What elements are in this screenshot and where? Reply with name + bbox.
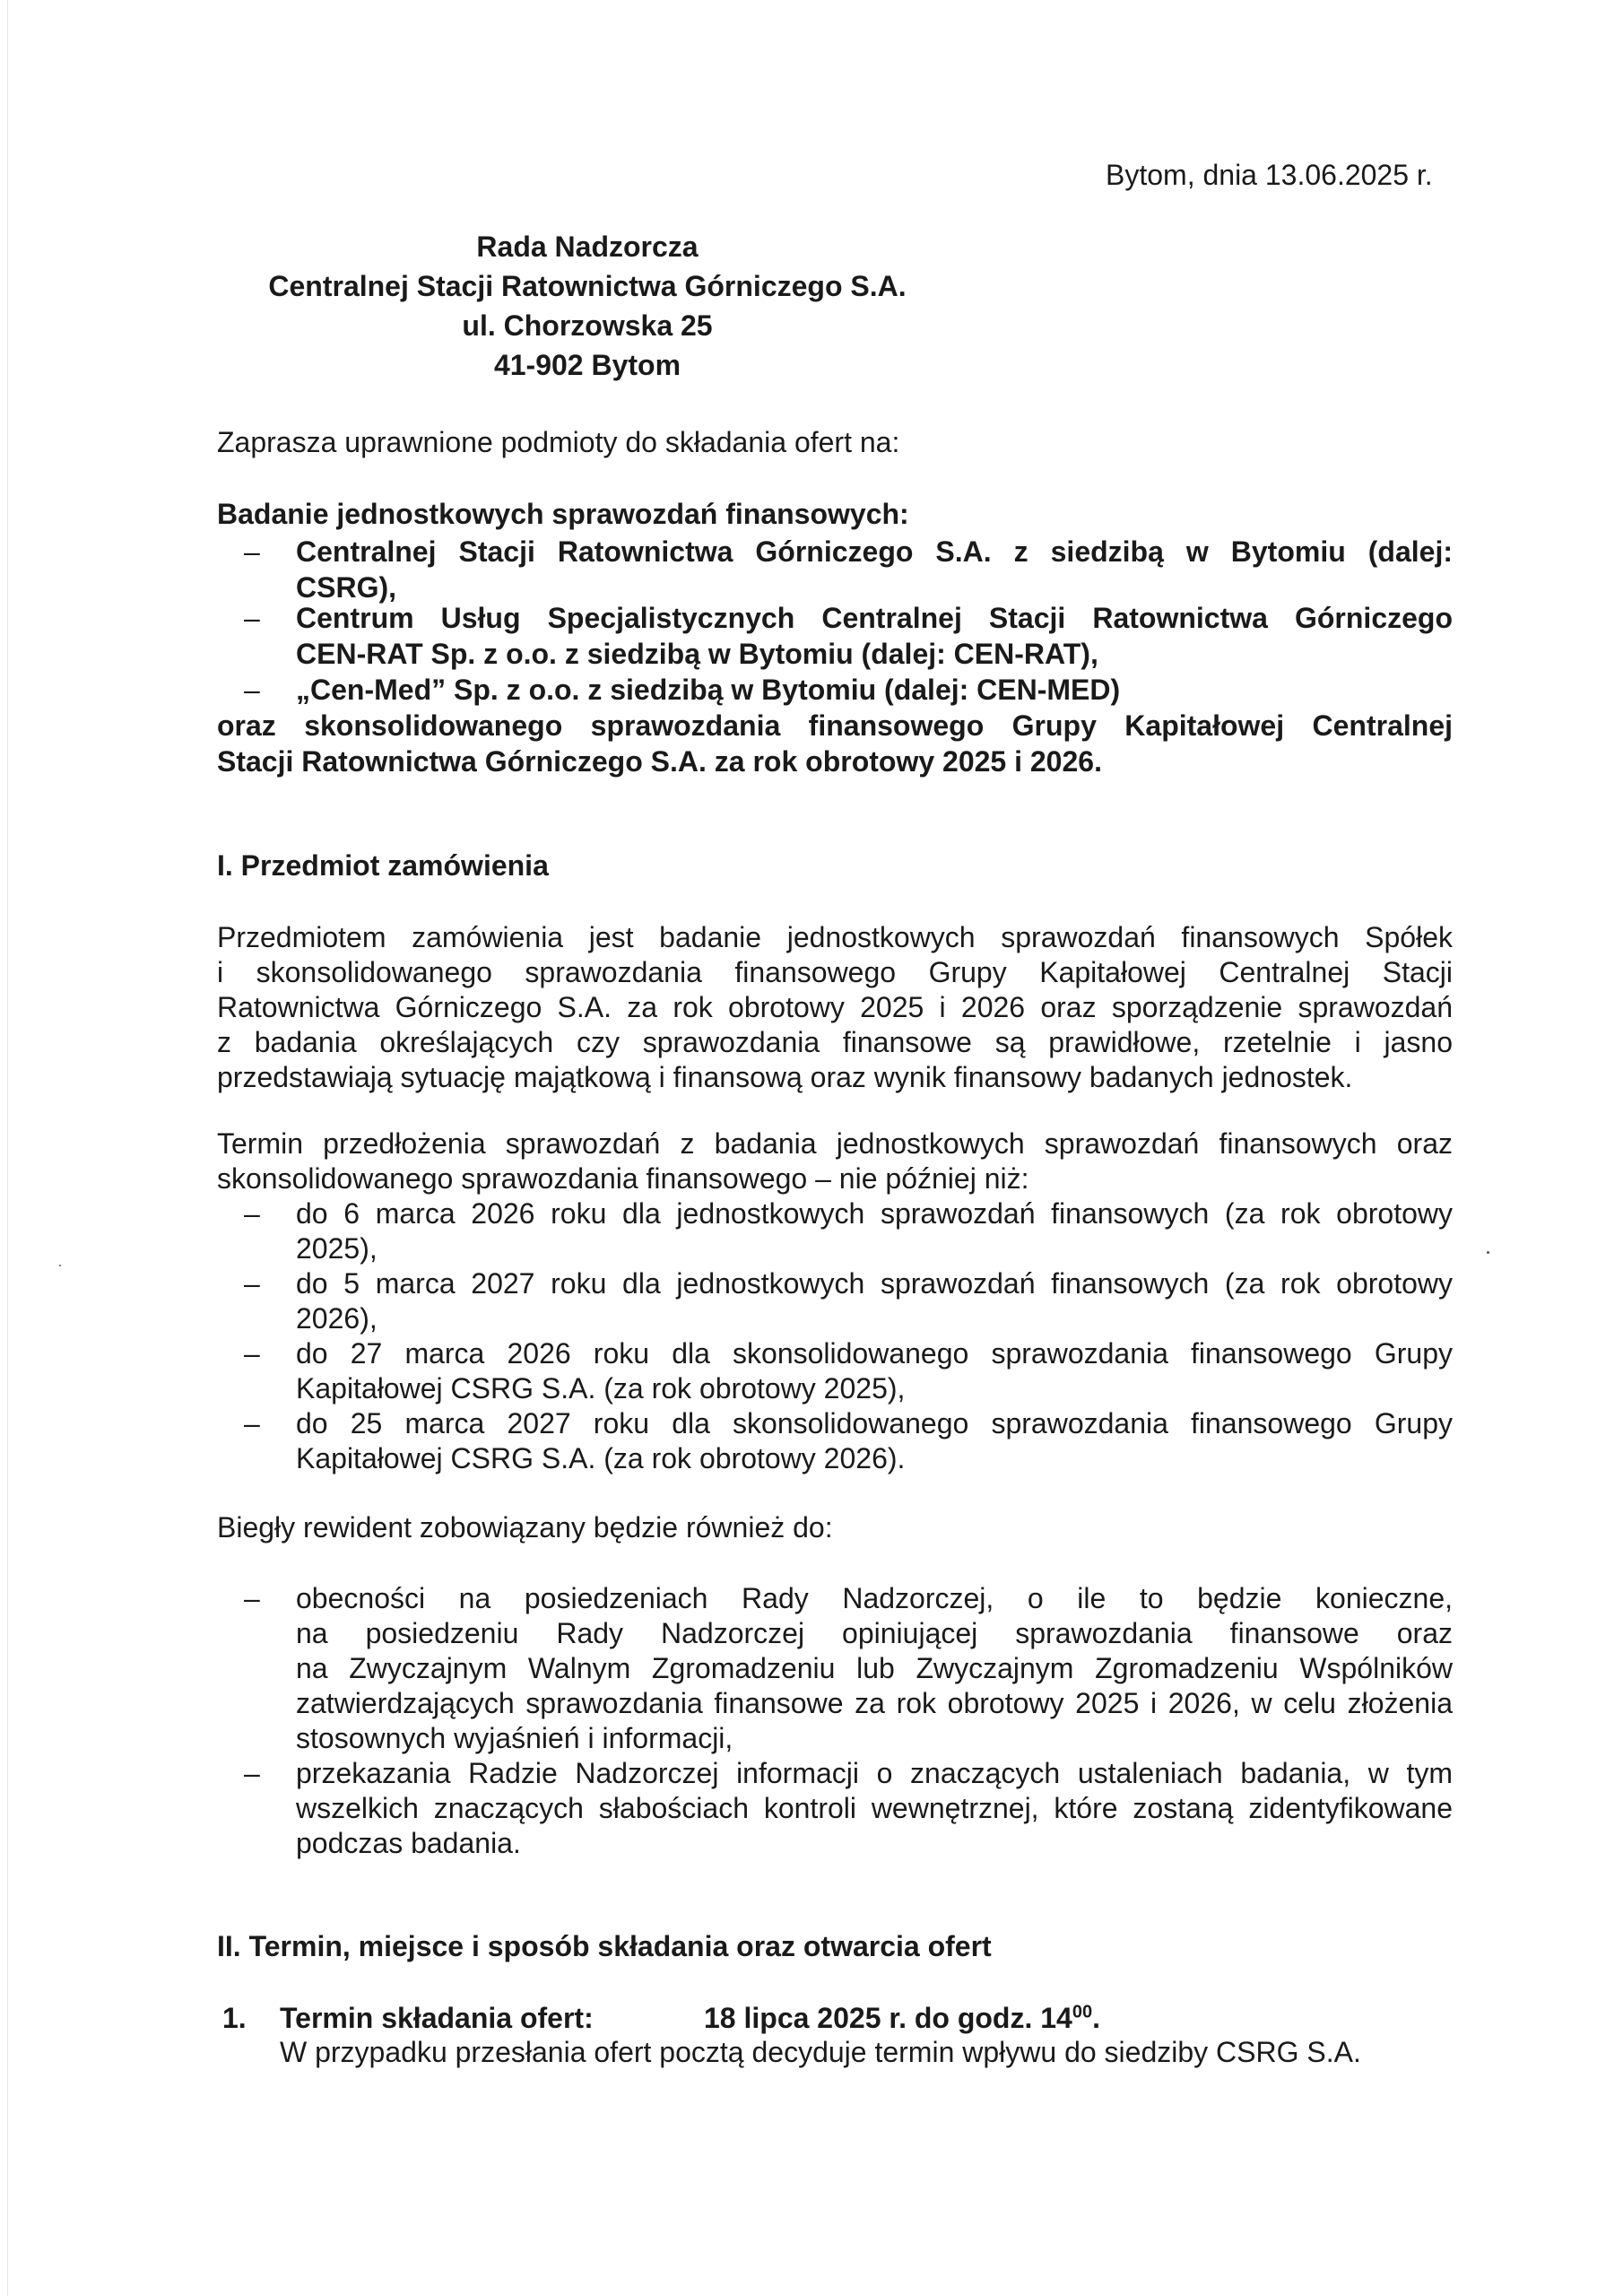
deadline-3-line-1: do 27 marca 2026 roku dla skonsolidowanego sprawozdania finansowego Grupy [296, 1337, 1453, 1370]
scan-edge-line [7, 0, 8, 2296]
duty-2-line-3: podczas badania. [296, 1827, 521, 1859]
section-1-para-1-line-5: przedstawiają sytuację majątkową i finansową oraz wynik finansowy badanych jednostek. [217, 1061, 1353, 1093]
section-1-para-1-line-3: Ratownictwa Górniczego S.A. za rok obrotowy 2025 i 2026 oraz sporządzenie sprawozdań [217, 991, 1453, 1023]
dash-bullet: – [244, 1267, 260, 1300]
dash-bullet: – [244, 674, 260, 706]
offer-deadline-label: Termin składania ofert: [280, 2002, 594, 2034]
dash-bullet: – [244, 535, 260, 568]
header-line-4: 41-902 Bytom [493, 349, 681, 381]
header-line-3: ul. Chorzowska 25 [462, 309, 713, 342]
dash-bullet: – [244, 1757, 260, 1789]
section-1-para-3: Biegły rewident zobowiązany będzie również do: [217, 1511, 833, 1544]
deadline-2-line-1: do 5 marca 2027 roku dla jednostkowych sprawozdań finansowych (za rok obrotowy [296, 1267, 1453, 1300]
offer-deadline-value [704, 2000, 1100, 2036]
section-1-heading: I. Przedmiot zamówienia [217, 849, 549, 882]
subject-tail-line-1: oraz skonsolidowanego sprawozdania finansowego Grupy Kapitałowej Centralnej [217, 709, 1453, 742]
duty-1-line-2: na posiedzeniu Rady Nadzorczej opiniującej sprawozdania finansowe oraz [296, 1617, 1453, 1649]
duty-1-line-1: obecności na posiedzeniach Rady Nadzorczej, o ile to będzie konieczne, [296, 1582, 1453, 1614]
subject-title: Badanie jednostkowych sprawozdań finansowych: [217, 498, 909, 530]
offer-deadline-note: W przypadku przesłania ofert pocztą decyduje termin wpływu do siedziby CSRG S.A. [280, 2036, 1361, 2068]
deadline-1-line-2: 2025), [296, 1232, 378, 1265]
section-1-para-1-line-2: i skonsolidowanego sprawozdania finansowego Grupy Kapitałowej Centralnej Stacji [217, 956, 1453, 988]
subject-tail-line-2: Stacji Ratownictwa Górniczego S.A. za rok obrotowy 2025 i 2026. [217, 745, 1102, 778]
section-1-para-2-line-1: Termin przedłożenia sprawozdań z badania jednostkowych sprawozdań finansowych oraz [217, 1127, 1453, 1160]
duty-2-line-2: wszelkich znaczących słabościach kontroli wewnętrznej, które zostaną zidentyfikowane [296, 1792, 1453, 1824]
header-line-2: Centralnej Stacji Ratownictwa Górniczego S.A. [268, 270, 907, 302]
subject-item-1-line-1: Centralnej Stacji Ratownictwa Górniczego S.A. z siedzibą w Bytomiu (dalej: [296, 535, 1453, 568]
subject-item-2-line-2: CEN-RAT Sp. z o.o. z siedzibą w Bytomiu (dalej: CEN-RAT), [296, 638, 1098, 670]
duty-2-line-1: przekazania Radzie Nadzorczej informacji o znaczących ustaleniach badania, w tym [296, 1757, 1453, 1789]
subject-item-3-line-1: „Cen-Med” Sp. z o.o. z siedzibą w Bytomiu (dalej: CEN-MED) [296, 674, 1121, 706]
subject-item-2-line-1: Centrum Usług Specjalistycznych Centralnej Stacji Ratownictwa Górniczego [296, 602, 1453, 634]
deadline-4-line-1: do 25 marca 2027 roku dla skonsolidowanego sprawozdania finansowego Grupy [296, 1407, 1453, 1439]
scan-speck [1487, 1251, 1489, 1254]
dash-bullet: – [244, 602, 260, 634]
offer-deadline-minutes: 00 [1072, 2002, 1093, 2022]
section-2-heading: II. Termin, miejsce i sposób składania oraz otwarcia ofert [217, 1930, 992, 1962]
subject-item-1-line-2: CSRG), [296, 571, 396, 604]
header-line-1: Rada Nadzorcza [476, 230, 699, 263]
offer-deadline-date: 18 lipca 2025 r. do godz. 14 [704, 2002, 1072, 2034]
dash-bullet: – [244, 1407, 260, 1439]
deadline-2-line-2: 2026), [296, 1302, 378, 1335]
duty-1-line-5: stosownych wyjaśnień i informacji, [296, 1722, 733, 1754]
dash-bullet: – [244, 1197, 260, 1230]
duty-1-line-3: na Zwyczajnym Walnym Zgromadzeniu lub Zwyczajnym Zgromadzeniu Wspólników [296, 1652, 1453, 1684]
dash-bullet: – [244, 1337, 260, 1370]
offer-deadline-end: . [1092, 2002, 1100, 2034]
scan-speck [59, 1265, 61, 1266]
section-1-para-2-line-2: skonsolidowanego sprawozdania finansowego – nie później niż: [217, 1162, 1029, 1195]
deadline-3-line-2: Kapitałowej CSRG S.A. (za rok obrotowy 2025), [296, 1372, 906, 1405]
section-1-para-1-line-1: Przedmiotem zamówienia jest badanie jednostkowych sprawozdań finansowych Spółek [217, 921, 1453, 953]
place-date: Bytom, dnia 13.06.2025 r. [1106, 159, 1433, 191]
invitation-text: Zaprasza uprawnione podmioty do składania ofert na: [217, 426, 900, 458]
deadline-1-line-1: do 6 marca 2026 roku dla jednostkowych sprawozdań finansowych (za rok obrotowy [296, 1197, 1453, 1230]
dash-bullet: – [244, 1582, 260, 1614]
duty-1-line-4: zatwierdzających sprawozdania finansowe za rok obrotowy 2025 i 2026, w celu złożenia [296, 1687, 1453, 1719]
section-1-para-1-line-4: z badania określających czy sprawozdania finansowe są prawidłowe, rzetelnie i jasno [217, 1026, 1453, 1058]
deadline-4-line-2: Kapitałowej CSRG S.A. (za rok obrotowy 2026). [296, 1442, 906, 1474]
section-2-item-1-number: 1. [222, 2002, 247, 2034]
